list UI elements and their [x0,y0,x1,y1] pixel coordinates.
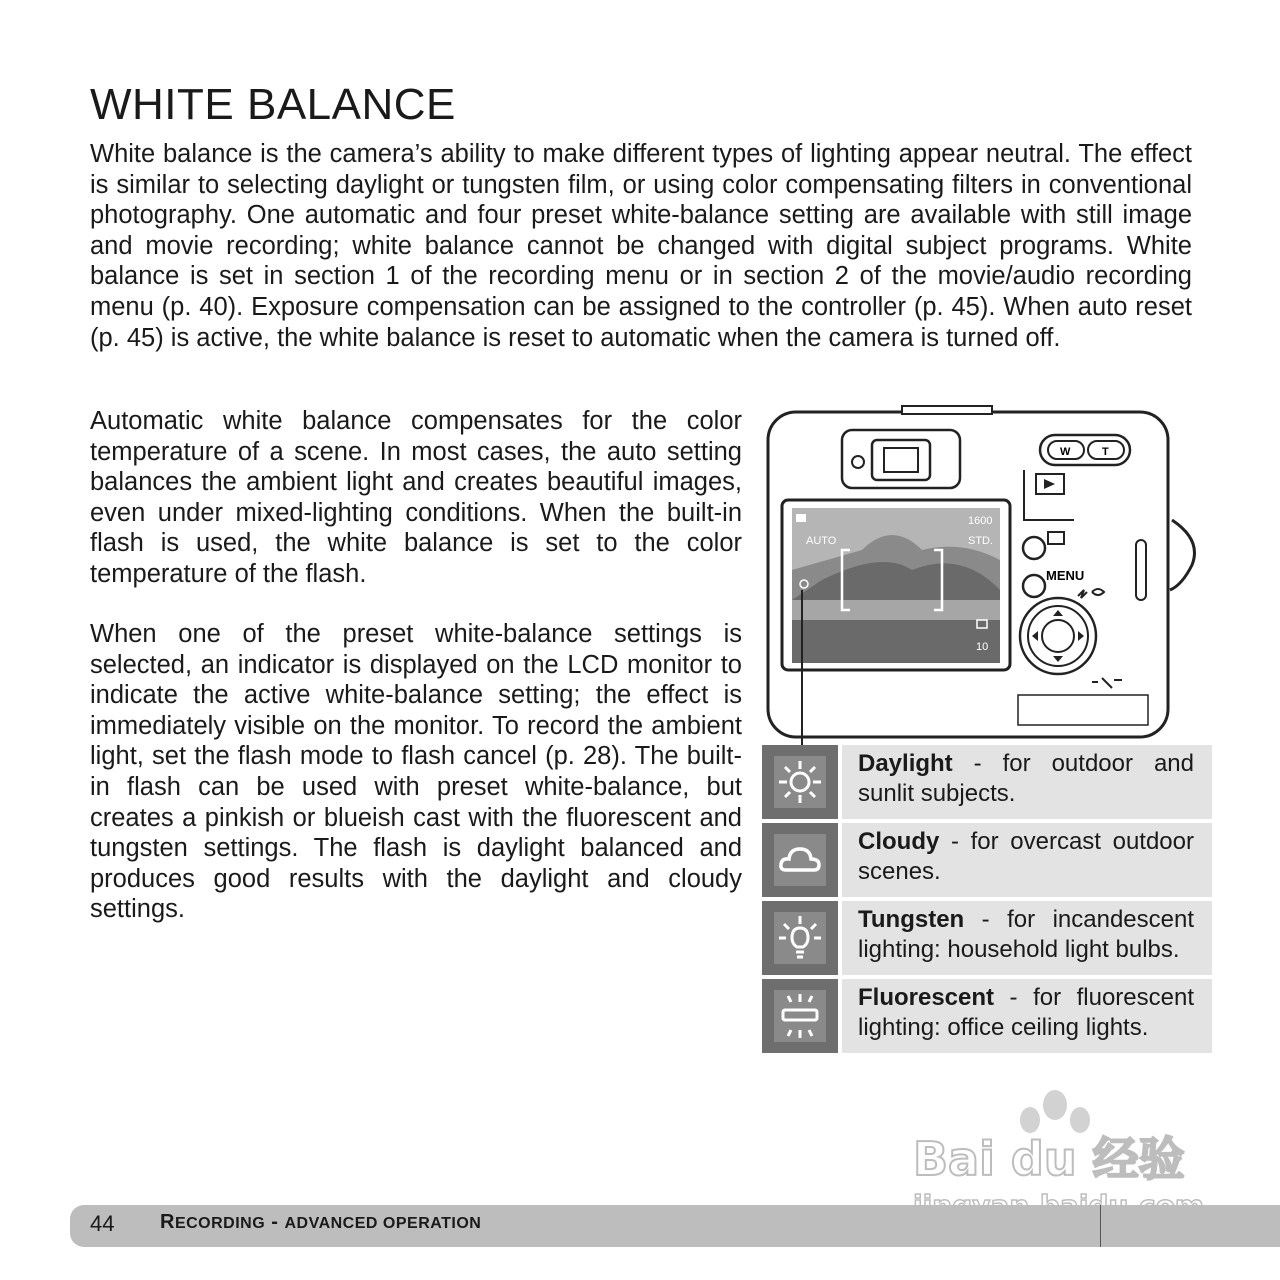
wb-name-fluorescent: Fluorescent [858,984,995,1011]
lcd-resolution: 1600 [968,515,993,527]
cloud-icon [774,834,826,886]
page-number: 44 [90,1211,115,1236]
auto-wb-paragraph: Automatic white balance compensates for the color temperature of a scene. In most cases, the auto setting balances the ambient light and creates beautiful images, even under mixed-lighting conditions. When the built-in flash is used, the white balance is set to the color temperature of the flash. [90,407,742,588]
bulb-icon [774,912,826,964]
wb-name-tungsten: Tungsten [858,906,965,933]
footer-divider [1100,1205,1101,1247]
baidu-watermark [905,1085,1205,1225]
wb-name-cloudy: Cloudy [858,828,940,855]
fluorescent-icon [774,990,826,1042]
wb-row-tungsten [762,901,1212,975]
watermark-brand: Bai du 经验 [913,1132,1185,1186]
zoom-t-label: T [1102,446,1109,458]
lcd-frame-count: 10 [976,641,989,653]
section-title: RECORDING - ADVANCED OPERATION [160,1211,482,1233]
zoom-w-label: W [1060,446,1071,458]
wb-desc-cloudy: - for overcast outdoor scenes. [858,828,1194,885]
camera-back-illustration [762,400,1202,745]
wb-desc-fluorescent: - for fluorescent lighting: office ceiling lights. [858,984,1194,1041]
menu-label: MENU [1046,568,1085,583]
wb-desc-daylight: - for outdoor and sunlit subjects. [858,750,1194,807]
wb-row-daylight [762,745,1212,819]
wb-settings-table [762,745,1212,1057]
intro-paragraph: White balance is the camera’s ability to make different types of lighting appear neutral. The effect is similar to selecting daylight or tungsten film, or using color compensating filters in conventional photography. One automatic and four preset white-balance setting are available with still image and movie recording; white balance cannot be changed with digital subject programs. White balance is set in section 1 of the recording menu or in section 2 of the movie/audio recording menu (p. 40). Exposure compensation can be assigned to the controller (p. 45). When auto reset (p. 45) is active, the white balance is reset to automatic when the camera is turned off. [90,140,1192,352]
wb-name-daylight: Daylight [858,750,953,777]
wb-row-fluorescent [762,979,1212,1053]
lcd-quality: STD. [968,535,994,547]
wb-desc-tungsten: - for incandescent lighting: household light bulbs. [858,906,1194,963]
preset-wb-paragraph: When one of the preset white-balance settings is selected, an indicator is displayed on the LCD monitor to indicate the active white-balance setting; the effect is immediately visible on the monitor. To record the ambient light, set the flash mode to flash cancel (p. 28). The built-in flash can be used with preset white-balance, but creates a pinkish or blueish cast with the fluorescent and tungsten settings. The flash is daylight balanced and produces good results with the daylight and cloudy settings. [90,620,742,924]
wb-row-cloudy [762,823,1212,897]
lcd-flash-mode: AUTO [806,535,837,547]
page-title: WHITE BALANCE [90,80,456,129]
sun-icon [774,756,826,808]
